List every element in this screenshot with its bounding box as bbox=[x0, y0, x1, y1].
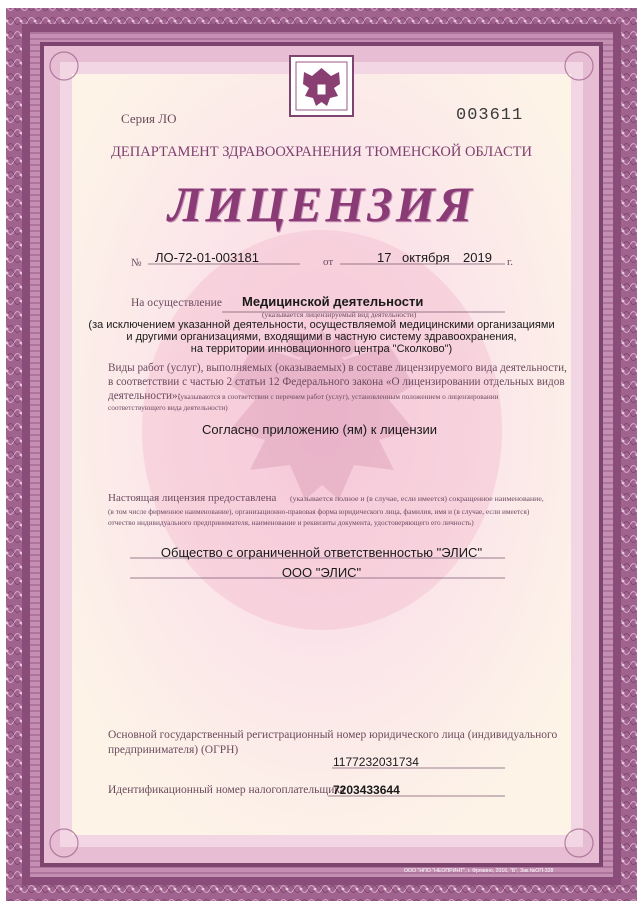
ogrn-label-line-1: Основной государственный регистрационный номер юридического лица (индивидуального bbox=[108, 729, 558, 741]
holder-note-1: (указывается полное и (в случае, если имеется) сокращенное наименование, bbox=[290, 494, 544, 503]
activity-exclusion-line-1: (за исключением указанной деятельности, осуществляемой медицинскими организациями bbox=[88, 319, 555, 331]
inn-value: 7203433644 bbox=[333, 783, 400, 797]
holder-note-3: отчество индивидуального предпринимателя, наименование и реквизиты документа, удостоверяющего его личность) bbox=[108, 518, 474, 527]
holder-note-2: (в том числе фирменное наименование), организационно-правовая форма юридического лица, фамилия, имя и (в случае, если имеется) bbox=[108, 507, 530, 516]
works-line-1: Виды работ (услуг), выполняемых (оказываемых) в составе лицензируемого вида деятельности, bbox=[108, 362, 567, 374]
license-number: ЛО-72-01-003181 bbox=[155, 250, 259, 265]
works-value: Согласно приложению (ям) к лицензии bbox=[202, 422, 438, 437]
license-year: 2019 bbox=[463, 250, 492, 265]
activity-value: Медицинской деятельности bbox=[242, 294, 424, 309]
works-line-4-note: соответствующего вида деятельности) bbox=[108, 403, 228, 412]
works-line-2: в соответствии с частью 2 статьи 12 Федерального закона «О лицензировании отдельных видов bbox=[108, 376, 565, 388]
activity-exclusion-line-2: и другими организациями, входящими в частную систему здравоохранения, bbox=[126, 331, 517, 343]
inn-label: Идентификационный номер налогоплательщика bbox=[108, 784, 345, 796]
works-line-3-label: деятельности»: bbox=[108, 390, 181, 402]
from-label: от bbox=[323, 256, 334, 268]
number-label: № bbox=[131, 257, 142, 269]
holder-label: Настоящая лицензия предоставлена bbox=[108, 492, 277, 504]
license-month: октября bbox=[402, 250, 450, 265]
department-name: ДЕПАРТАМЕНТ ЗДРАВООХРАНЕНИЯ ТЮМЕНСКОЙ ОБЛАСТИ bbox=[111, 144, 532, 160]
works-line-3-note: (указываются в соответствии с перечнем работ (услуг), установленным положением о лицензировании bbox=[178, 392, 499, 401]
license-day: 17 bbox=[377, 250, 392, 265]
coat-of-arms-icon bbox=[290, 56, 353, 116]
ogrn-value: 1177232031734 bbox=[333, 755, 419, 769]
document-title: ЛИЦЕНЗИЯ bbox=[167, 176, 476, 232]
printer-imprint: ООО "НПО "НЕОПРИНТ", г. Фрязино, 2016, "Б", Зак.№ОП-328 bbox=[404, 868, 554, 874]
holder-short-name: ООО "ЭЛИС" bbox=[281, 565, 362, 580]
activity-label: На осуществление bbox=[131, 297, 222, 309]
series-label: Серия ЛО bbox=[121, 111, 177, 126]
holder-full-name: Общество с ограниченной ответственностью "ЭЛИС" bbox=[160, 545, 483, 560]
form-number: 003611 bbox=[456, 106, 524, 125]
activity-caption: (указывается лицензируемый вид деятельности) bbox=[262, 310, 417, 319]
ogrn-label-line-2: предпринимателя) (ОГРН) bbox=[108, 744, 239, 756]
year-suffix: г. bbox=[507, 256, 514, 268]
activity-exclusion-line-3: на территории инновационного центра "Сколково") bbox=[190, 343, 453, 355]
